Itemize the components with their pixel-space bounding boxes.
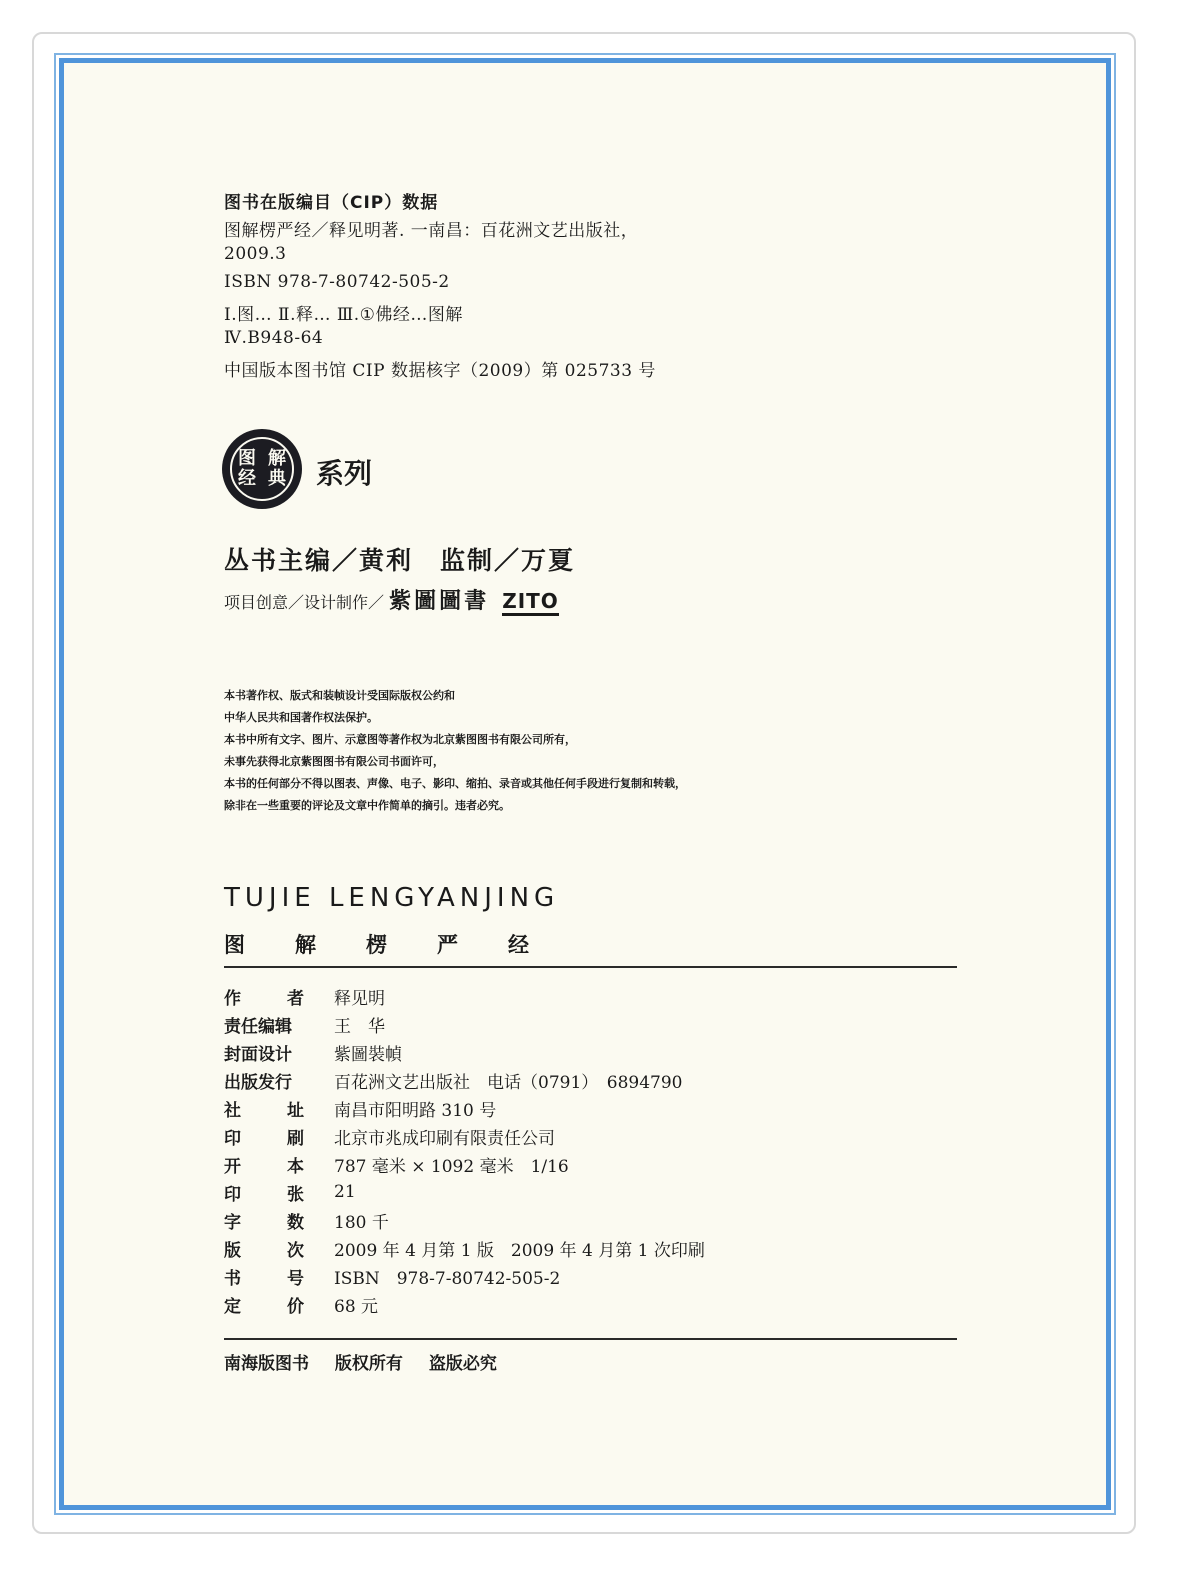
- spec-row: [224, 1290, 378, 1318]
- spec-row: [224, 1178, 356, 1206]
- spec-row: [224, 1010, 385, 1038]
- spec-row: [224, 1206, 389, 1234]
- spec-row: [224, 1234, 705, 1262]
- cip-line: 中国版本图书馆 CIP 数据核字（2009）第 025733 号: [224, 361, 656, 381]
- spec-row: [224, 1150, 569, 1178]
- notice-line: 本书著作权、版式和装帧设计受国际版权公约和: [224, 689, 455, 702]
- title-char: 图: [224, 933, 245, 957]
- spec-row: [224, 1066, 682, 1094]
- spec-value: 百花洲文艺出版社 电话（0791） 6894790: [334, 1072, 683, 1093]
- notice-line: 本书的任何部分不得以图表、声像、电子、影印、缩拍、录音或其他任何手段进行复制和转载，: [224, 777, 686, 790]
- spec-value: 180 千: [334, 1212, 389, 1233]
- spec-label: 印 张: [224, 1184, 304, 1205]
- spec-label: 版 次: [224, 1240, 304, 1261]
- spec-label: 开 本: [224, 1156, 304, 1177]
- cip-line: Ⅰ.图… Ⅱ.释… Ⅲ.①佛经…图解: [224, 305, 463, 325]
- spec-label: 社 址: [224, 1100, 304, 1121]
- cip-line: 图解楞严经／释见明著. 一南昌：百花洲文艺出版社，: [224, 221, 639, 241]
- creative-label: 项目创意／设计制作／: [224, 593, 385, 612]
- footer-line: [224, 1349, 517, 1374]
- notice-line: 本书中所有文字、图片、示意图等著作权为北京紫图图书有限公司所有，: [224, 733, 576, 746]
- divider-bottom: [224, 1338, 957, 1340]
- notice-line: 中华人民共和国著作权法保护。: [224, 711, 378, 724]
- cip-line: 2009.3: [224, 244, 287, 264]
- spec-label: 出版发行: [224, 1072, 292, 1093]
- spec-value: 南昌市阳明路 310 号: [334, 1100, 497, 1121]
- cip-line: Ⅳ.B948-64: [224, 328, 324, 348]
- spec-row: [224, 982, 385, 1010]
- spec-label: 印 刷: [224, 1128, 304, 1149]
- notice-line: 除非在一些重要的评论及文章中作简单的摘引。违者必究。: [224, 799, 510, 812]
- spec-value: 787 毫米 × 1092 毫米 1/16: [334, 1156, 569, 1177]
- spec-label: 书 号: [224, 1268, 304, 1289]
- spec-value: 21: [334, 1182, 356, 1202]
- brand-logo: ZITO: [502, 589, 559, 616]
- brand-chinese: 紫圖圖書: [389, 588, 490, 614]
- title-char: 严: [437, 933, 458, 957]
- logo-char: 经: [238, 468, 256, 489]
- spec-row: [224, 1262, 560, 1290]
- spec-row: [224, 1094, 496, 1122]
- title-chinese: [224, 929, 579, 959]
- footer-text: 版权所有: [334, 1354, 403, 1374]
- copyright-page: [59, 58, 1111, 1510]
- spec-value: 北京市兆成印刷有限责任公司: [334, 1128, 555, 1149]
- page-frame: [54, 53, 1116, 1515]
- spec-label: 责任编辑: [224, 1016, 292, 1037]
- spec-value: 紫圖裝幀: [334, 1044, 402, 1065]
- footer-text: 盗版必究: [428, 1354, 497, 1374]
- spec-label: 封面设计: [224, 1044, 292, 1065]
- title-char: 楞: [366, 933, 387, 957]
- spec-value: 王 华: [334, 1016, 385, 1037]
- logo-char: 图: [238, 448, 256, 469]
- cip-heading: 图书在版编目（CIP）数据: [224, 193, 439, 213]
- spec-value: 68 元: [334, 1296, 379, 1317]
- footer-text: 南海版图书: [224, 1354, 309, 1374]
- notice-line: 未事先获得北京紫图图书有限公司书面许可，: [224, 755, 444, 768]
- spec-value: ISBN 978-7-80742-505-2: [334, 1268, 561, 1289]
- series-logo-ring: [230, 437, 294, 501]
- divider-top: [224, 966, 957, 968]
- title-char: 经: [508, 933, 529, 957]
- title-english: TUJIE LENGYANJING: [224, 883, 560, 913]
- title-char: 解: [295, 933, 316, 957]
- cip-line: ISBN 978-7-80742-505-2: [224, 272, 450, 292]
- spec-label: 作 者: [224, 988, 304, 1009]
- spec-label: 定 价: [224, 1296, 304, 1317]
- series-label: 系列: [316, 457, 373, 490]
- spec-value: 释见明: [334, 988, 385, 1009]
- spec-row: [224, 1122, 555, 1150]
- series-logo: [222, 429, 302, 509]
- logo-char: 典: [268, 468, 286, 489]
- editor-line: 丛书主编／黄利 监制／万夏: [224, 546, 576, 575]
- spec-label: 字 数: [224, 1212, 304, 1233]
- spec-value: 2009 年 4 月第 1 版 2009 年 4 月第 1 次印刷: [334, 1240, 705, 1261]
- creative-line: [224, 584, 559, 615]
- spec-row: [224, 1038, 402, 1066]
- logo-char: 解: [268, 448, 286, 469]
